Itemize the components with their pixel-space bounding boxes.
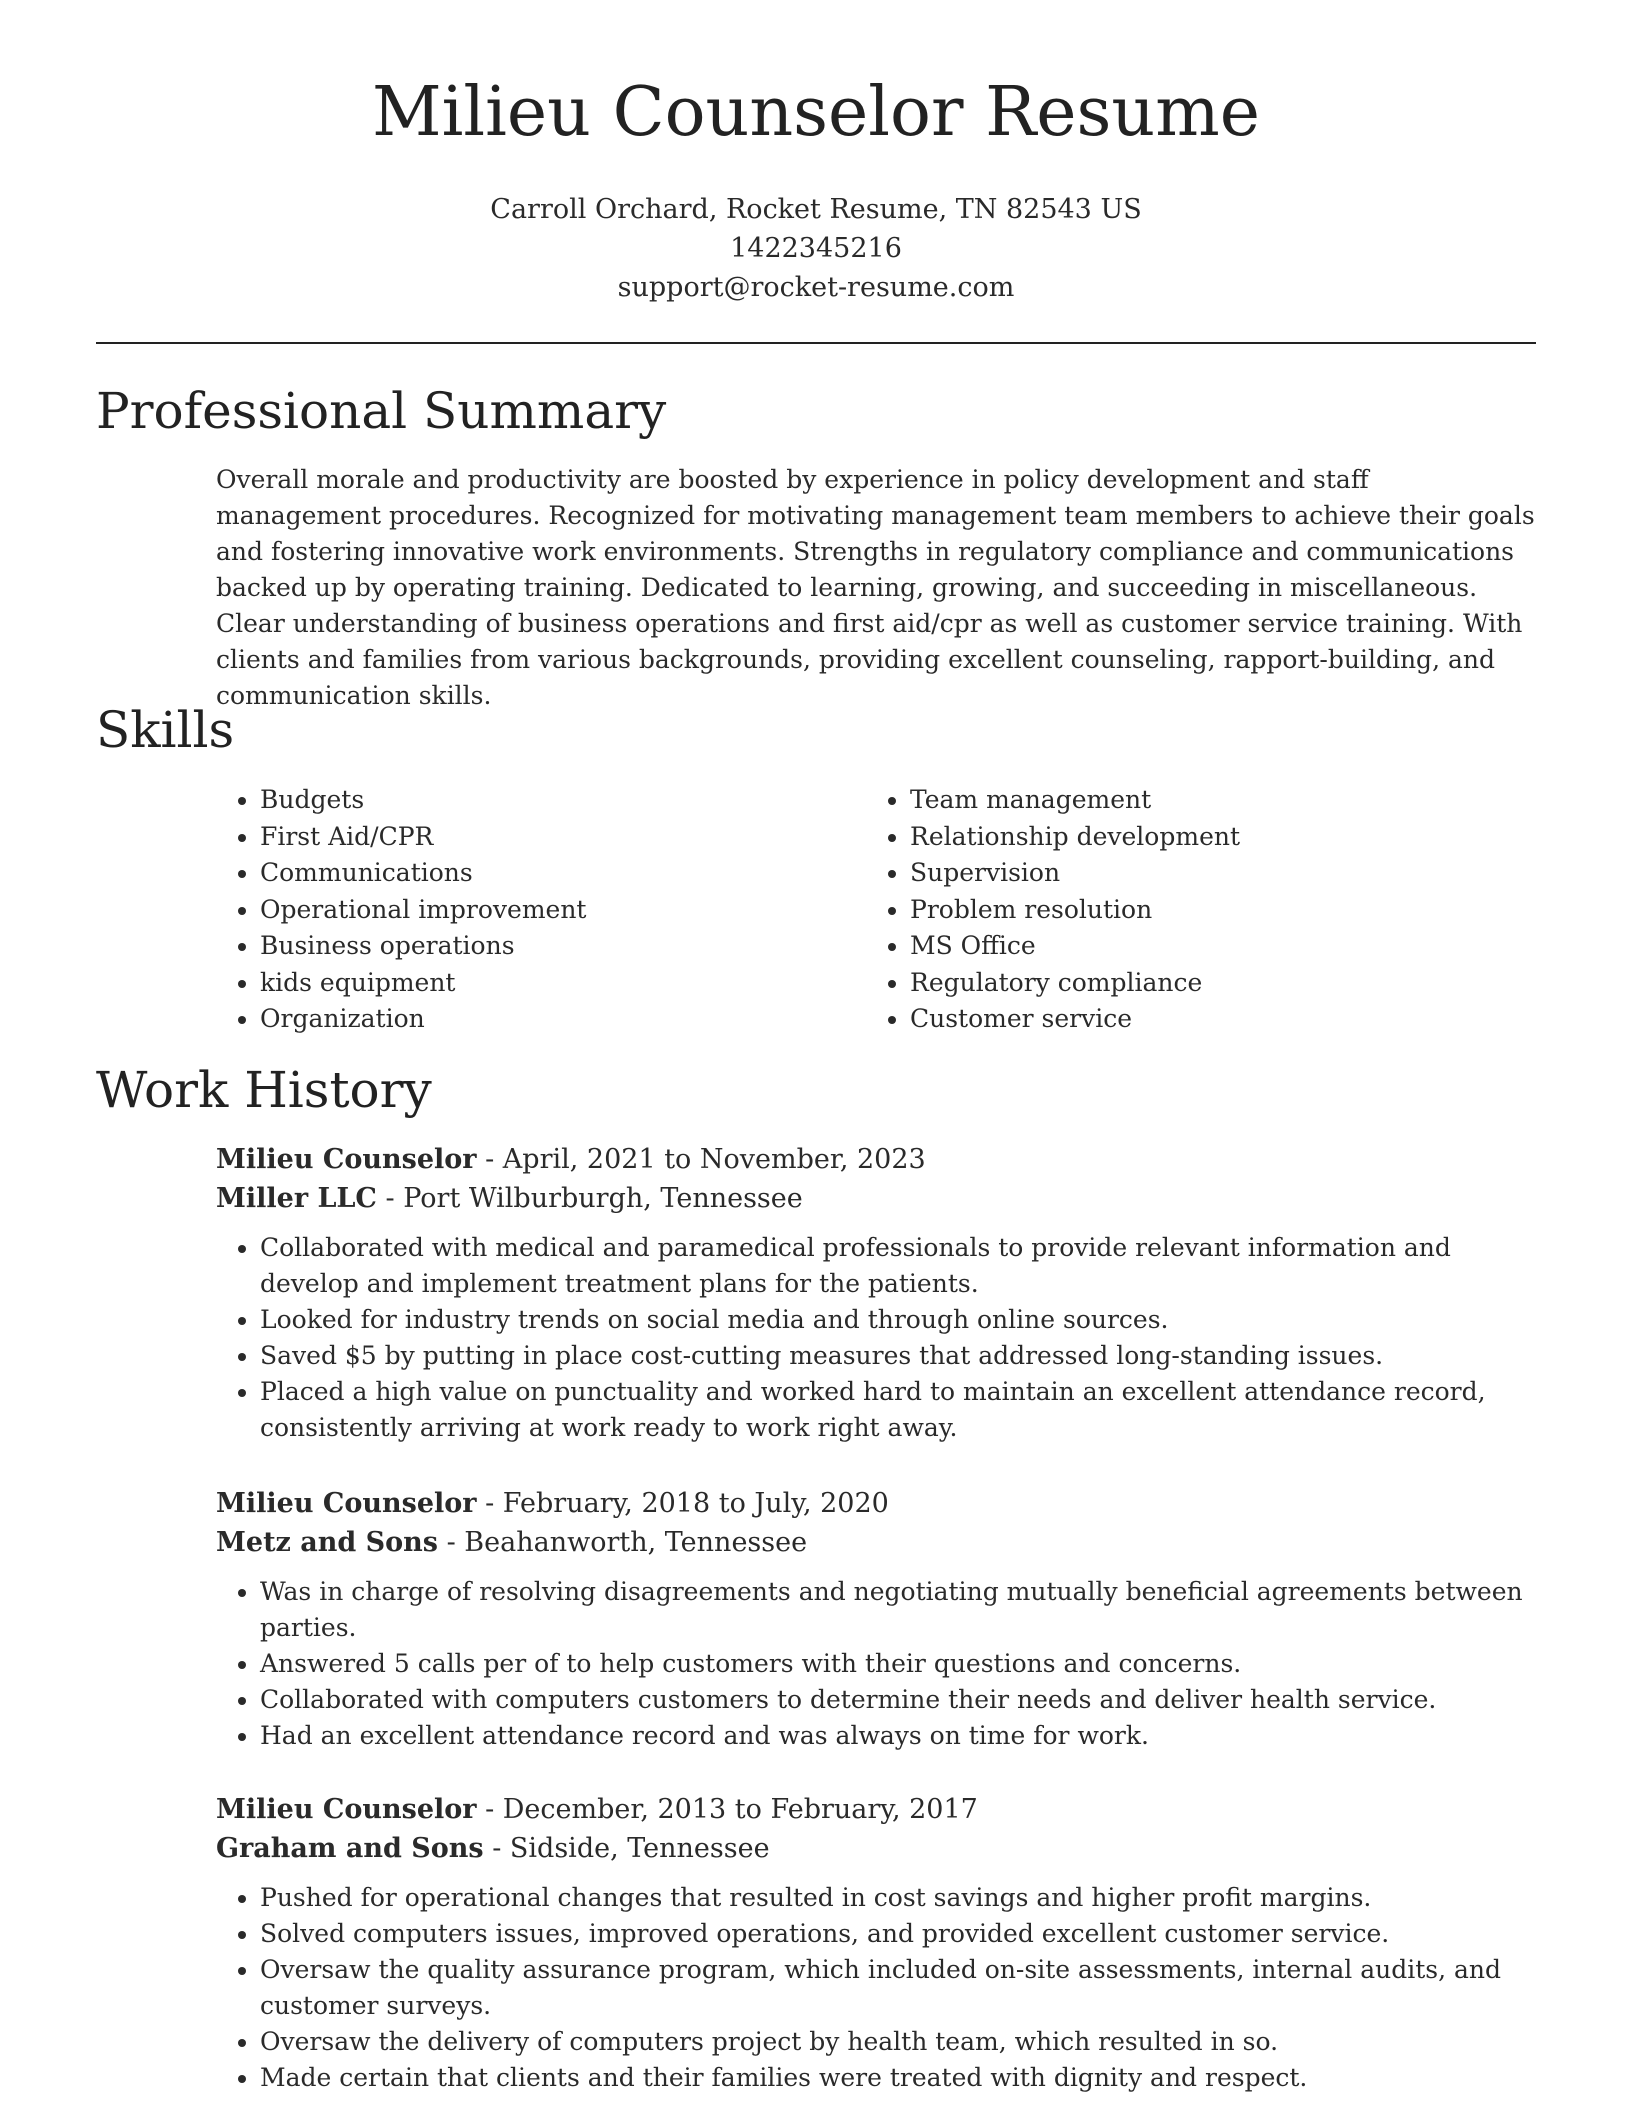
job-bullets [216, 1230, 1540, 1446]
contact-address: Carroll Orchard, Rocket Resume, TN 82543 US [490, 194, 1142, 225]
job-bullet: • Solved computers issues, improved operations, and provided excellent customer service. [260, 1916, 1540, 1952]
skills-list-right [866, 782, 1240, 1038]
job-bullets [216, 1574, 1540, 1754]
job-title-line [216, 1790, 1540, 1829]
job-company: Graham and Sons [216, 1833, 484, 1864]
job-dates: - December, 2013 to February, 2017 [476, 1794, 978, 1825]
job-bullet: • Pushed for operational changes that resulted in cost savings and higher profit margins. [260, 1880, 1540, 1916]
job-bullet: • Collaborated with computers customers to determine their needs and deliver health service. [260, 1682, 1540, 1718]
job-bullet: • Had an excellent attendance record and was always on time for work. [260, 1718, 1540, 1754]
skill-item: • Supervision [910, 855, 1240, 892]
job-bullet: • Oversaw the quality assurance program, which included on-site assessments, internal audits, and customer surveys. [260, 1952, 1540, 2024]
summary-heading: Professional Summary [96, 382, 667, 440]
header-divider [96, 342, 1536, 344]
job-bullet: • Answered 5 calls per of to help customers with their questions and concerns. [260, 1646, 1540, 1682]
job-bullet: • Looked for industry trends on social media and through online sources. [260, 1302, 1540, 1338]
job-bullet: • Collaborated with medical and paramedical professionals to provide relevant information and develop and implement treatment plans for the patients. [260, 1230, 1540, 1302]
skill-item: • Regulatory compliance [910, 965, 1240, 1002]
work-history-heading: Work History [96, 1061, 432, 1119]
job-entry [216, 1140, 1540, 1446]
contact-block [0, 190, 1632, 307]
job-bullet: • Was in charge of resolving disagreements and negotiating mutually beneficial agreements between parties. [260, 1574, 1540, 1646]
skill-item: • Customer service [910, 1001, 1240, 1038]
skill-item: • First Aid/CPR [260, 819, 586, 856]
resume-title: Milieu Counselor Resume [372, 73, 1260, 152]
job-company: Metz and Sons [216, 1527, 439, 1558]
job-location: - Port Wilburburgh, Tennessee [376, 1183, 803, 1214]
job-role: Milieu Counselor [216, 1488, 477, 1519]
job-location: - Sidside, Tennessee [483, 1833, 770, 1864]
skill-item: • Organization [260, 1001, 586, 1038]
skill-item: • Team management [910, 782, 1240, 819]
job-role: Milieu Counselor [216, 1144, 477, 1175]
summary-text: Overall morale and productivity are boosted by experience in policy development and staff management procedures. Recognized for motivating management team members to achieve their goals and fostering innovative work environments. Strengths in regulatory compliance and communications backed up by operating training. Dedicated to learning, growing, and succeeding in miscellaneous. Clear understanding of business operations and first aid/cpr as well as customer service training. With clients and families from various backgrounds, providing excellent counseling, rapport-building, and communication skills. [216, 465, 1535, 710]
job-dates: - February, 2018 to July, 2020 [476, 1488, 889, 1519]
job-company-line [216, 1179, 1540, 1218]
job-bullet: • Saved $5 by putting in place cost-cutting measures that addressed long-standing issues. [260, 1338, 1540, 1374]
job-company-line [216, 1523, 1540, 1562]
skill-item: • Operational improvement [260, 892, 586, 929]
job-role: Milieu Counselor [216, 1794, 477, 1825]
skill-item: • Relationship development [910, 819, 1240, 856]
skill-item: • kids equipment [260, 965, 586, 1002]
job-dates: - April, 2021 to November, 2023 [476, 1144, 926, 1175]
job-entry [216, 1790, 1540, 2096]
job-title-line [216, 1140, 1540, 1179]
job-title-line [216, 1484, 1540, 1523]
job-company-line [216, 1829, 1540, 1868]
job-entry [216, 1484, 1540, 1754]
skill-item: • Budgets [260, 782, 586, 819]
job-location: - Beahanworth, Tennessee [438, 1527, 808, 1558]
skill-item: • Business operations [260, 928, 586, 965]
contact-email: support@rocket-resume.com [617, 272, 1015, 303]
skill-item: • MS Office [910, 928, 1240, 965]
skills-heading: Skills [96, 701, 235, 759]
contact-phone: 1422345216 [730, 233, 902, 264]
skill-item: • Problem resolution [910, 892, 1240, 929]
job-bullet: • Oversaw the delivery of computers project by health team, which resulted in so. [260, 2024, 1540, 2060]
job-company: Miller LLC [216, 1183, 377, 1214]
skill-item: • Communications [260, 855, 586, 892]
job-bullets [216, 1880, 1540, 2096]
job-bullet: • Placed a high value on punctuality and worked hard to maintain an excellent attendance record, consistently arriving at work ready to work right away. [260, 1374, 1540, 1446]
skills-list-left [216, 782, 586, 1038]
job-bullet: • Made certain that clients and their families were treated with dignity and respect. [260, 2060, 1540, 2096]
